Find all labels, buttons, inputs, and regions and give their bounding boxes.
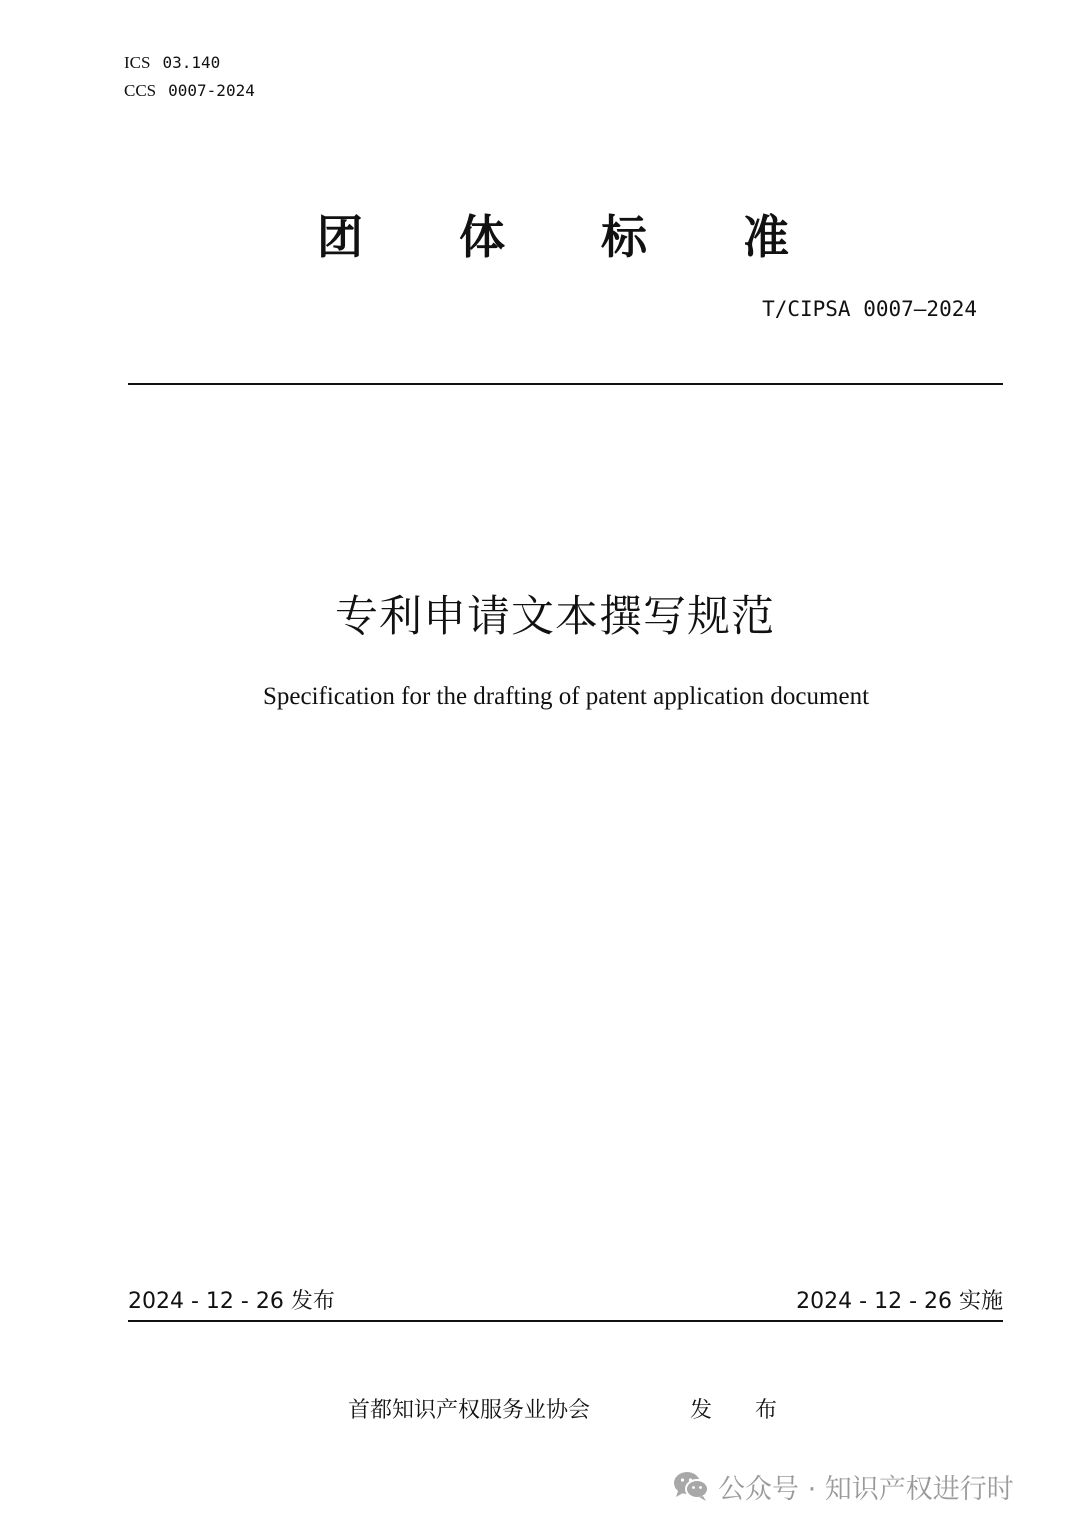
document-title-chinese: 专利申请文本撰写规范	[335, 592, 775, 642]
ics-label: ICS	[124, 53, 151, 72]
publish-label: 发 布	[690, 1398, 795, 1423]
document-title-english: Specification for the drafting of patent application document	[262, 683, 870, 710]
publish-date: 2024 - 12 - 26 发布	[128, 1289, 335, 1314]
standard-number: T/CIPSA 0007—2024	[762, 297, 977, 321]
ccs-code: 0007-2024	[168, 81, 255, 100]
ccs-label: CCS	[124, 81, 157, 100]
publisher-name: 首都知识产权服务业协会	[348, 1398, 591, 1423]
top-divider	[128, 383, 1003, 385]
implementation-date: 2024 - 12 - 26 实施	[796, 1289, 1003, 1314]
wechat-icon	[672, 1469, 710, 1503]
ics-classification	[124, 53, 220, 73]
ics-code: 03.140	[162, 53, 221, 72]
watermark-text: 公众号 · 知识产权进行时	[718, 1473, 1014, 1505]
ccs-classification	[124, 81, 255, 101]
standard-type-heading: 团 体 标 准	[316, 210, 830, 264]
bottom-divider	[128, 1320, 1003, 1322]
watermark	[672, 1466, 1014, 1506]
